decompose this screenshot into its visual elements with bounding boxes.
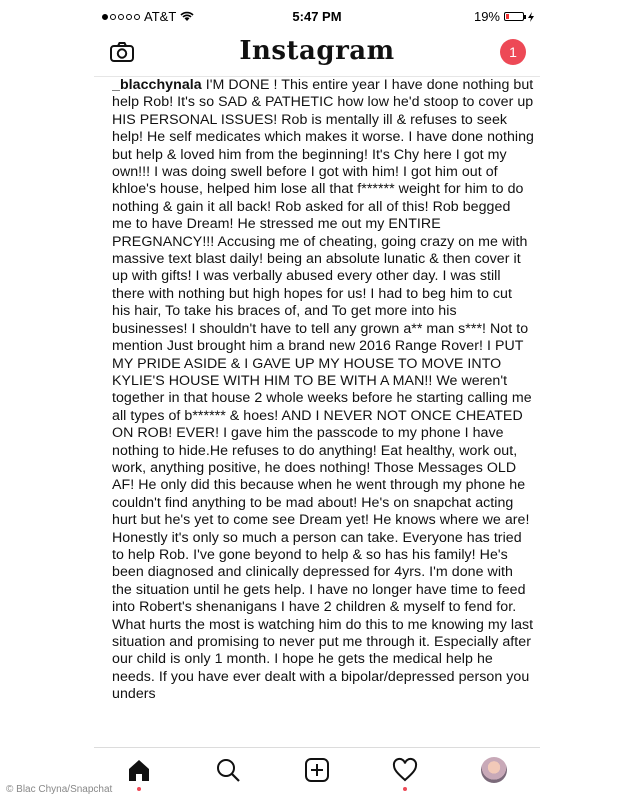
bottom-tab-bar	[94, 747, 540, 794]
search-icon[interactable]	[215, 757, 241, 783]
app-header	[94, 30, 540, 77]
battery-area	[474, 9, 534, 24]
home-icon[interactable]	[126, 757, 152, 783]
app-logo: Instagram	[239, 36, 395, 66]
charging-icon	[528, 12, 534, 22]
photo-credit: © Blac Chyna/Snapchat	[6, 784, 113, 795]
notification-badge[interactable]: 1	[500, 39, 526, 65]
post-caption	[112, 77, 534, 745]
profile-avatar[interactable]	[481, 757, 507, 783]
status-bar	[94, 6, 540, 28]
battery-percent: 19%	[473, 9, 500, 24]
post-username[interactable]: _blacchynala	[112, 77, 202, 93]
status-time: 5:47 PM	[292, 9, 342, 24]
carrier-name: AT&T	[144, 9, 177, 24]
activity-heart-icon[interactable]	[392, 757, 418, 783]
add-post-icon[interactable]	[304, 757, 330, 783]
new-activity-dot	[137, 787, 141, 791]
battery-icon	[504, 12, 524, 21]
activity-dot	[403, 787, 407, 791]
caption-text: I'M DONE ! This entire year I have done nothing but help Rob! It's so SAD & PATHETIC how low he'd stoop to cover up HIS PERSONAL ISSUES! Rob is mentally ill & refuses to seek help! He self medicates which makes it worse. I have done nothing but help & loved him from the beginning! It's Chy here I got my own!!! I was doing swell before I got with him! I got him out of khloe's house, helped him lose all that f****** weight for him to do nothing & gain it all back! Rob asked for all of this! Rob begged me to have Dream! He stressed me out my ENTIRE PREGNANCY!!! Accusing me of cheating, going crazy on me with massive text blast daily! being an absolute lunatic & then cover it up with gifts! I was verbally abused every other day. I was still there with nothing but high hopes for us! I had to beg him to cut his hair, To take his braces of, and To get more into his businesses! I shouldn't have to tell any grown a** man s***! Not to mention Just brought him a brand new 2016 Range Rover! I PUT MY PRIDE ASIDE & I GAVE UP MY HOUSE TO MOVE INTO KYLIE'S HOUSE WITH HIM TO BE WITH A MAN!! We weren't together in that house 2 whole weeks before he starting calling me all types of b****** & hoes! AND I NEVER NOT ONCE CHEATED ON ROB! EVER! I gave him the passcode to my phone I have nothing to hide.He refuses to do anything! Eat healthy, work out, work, anything positive, he does nothing! Those Messages OLD AF! He only did this because when he went through my phone he couldn't find anything to be mad about! He's on snapchat acting hurt but he's yet to come see Dream yet! He knows where we are! Honestly it's only so much a person can take. Everyone has tried to help Rob. I've gone beyond to help & so has his family! He's been diagnosed and clinically depressed for 4yrs. I'm done with the situation until he gets help. I have no longer have time to feed into Robert's shenanigans I have 2 children & myself to fend for. What hurts the most is watching him do this to me knowing my last situation and promising to never put me through it. Especially after our child is only 1 month. I hope he gets the medical help he needs. If you have ever dealt with a bipolar/depressed person you unders	[112, 77, 534, 703]
